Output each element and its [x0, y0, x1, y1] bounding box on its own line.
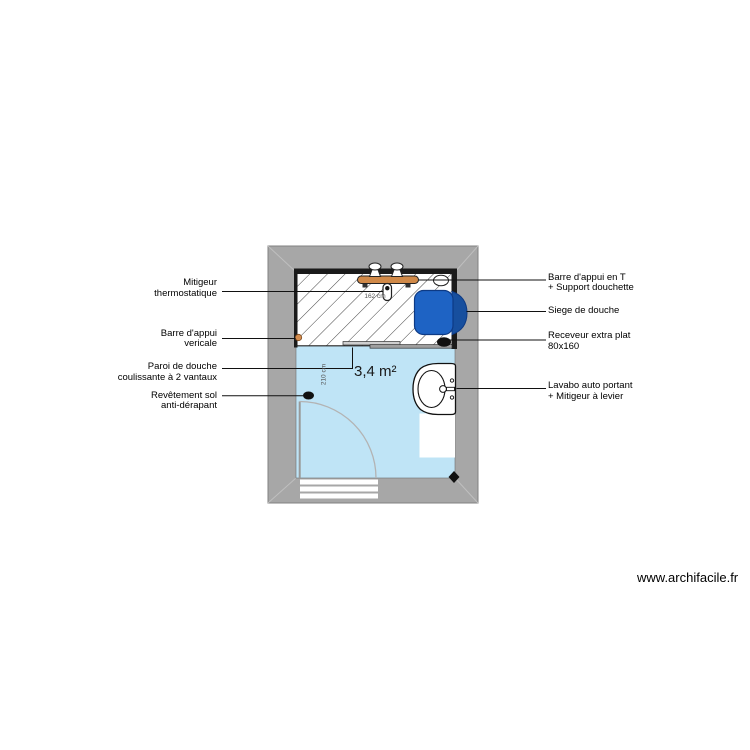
mixer-knob: [385, 286, 389, 290]
label-line: Barre d'appui en T: [548, 271, 626, 283]
vertical-grab-bar-marker[interactable]: [295, 334, 301, 340]
label-line: coulissante à 2 vantaux: [117, 371, 217, 383]
under-sink-cabinet[interactable]: [420, 414, 456, 458]
faucet-lever: [447, 387, 455, 390]
label-t-grab-bar: [548, 273, 634, 294]
label-floor-covering: [151, 391, 217, 412]
faucet-dot-top: [450, 379, 453, 382]
label-line: + Mitigeur à levier: [548, 390, 624, 402]
label-line: vericale: [184, 338, 217, 349]
archifacile-watermark: www.archifacile.fr: [637, 570, 739, 585]
dimension-width: 162 cm: [364, 293, 386, 300]
label-line: 80x160: [548, 340, 580, 352]
room-area-label: 3,4 m²: [354, 363, 397, 380]
label-line: Receveur extra plat: [548, 330, 631, 341]
grab-bar-horizontal: [358, 276, 419, 284]
shower-seat-pad: [415, 291, 454, 335]
label-line: Barre d'appui: [160, 327, 217, 339]
label-line: Lavabo auto portant: [548, 380, 633, 391]
label-line: Paroi de douche: [147, 361, 217, 372]
label-line: anti-dérapant: [161, 400, 217, 411]
label-line: thermostatique: [154, 287, 217, 299]
label-sliding-screen: [118, 362, 217, 383]
washbasin[interactable]: [413, 364, 456, 415]
bar-bracket-right: [406, 284, 411, 288]
label-line: + Support douchette: [548, 282, 634, 293]
bar-bracket-left: [363, 284, 368, 288]
label-vertical-grab-bar: [161, 329, 217, 350]
label-line: Mitigeur: [183, 277, 217, 288]
shower-seat[interactable]: [415, 291, 468, 335]
label-shower-tray: [548, 331, 630, 352]
label-line: Siege de douche: [548, 304, 620, 316]
label-thermostatic-mixer: [154, 278, 217, 299]
dimension-height: 210 cm: [320, 363, 328, 386]
door-threshold: [300, 480, 378, 499]
faucet-dot-bottom: [450, 396, 453, 399]
floor-covering-marker[interactable]: [303, 392, 314, 400]
shower-tray-marker[interactable]: [437, 337, 451, 347]
label-line: Revêtement sol: [150, 389, 217, 401]
label-washbasin: [548, 381, 633, 402]
label-shower-seat: [548, 306, 619, 317]
faucet-base: [440, 386, 447, 393]
